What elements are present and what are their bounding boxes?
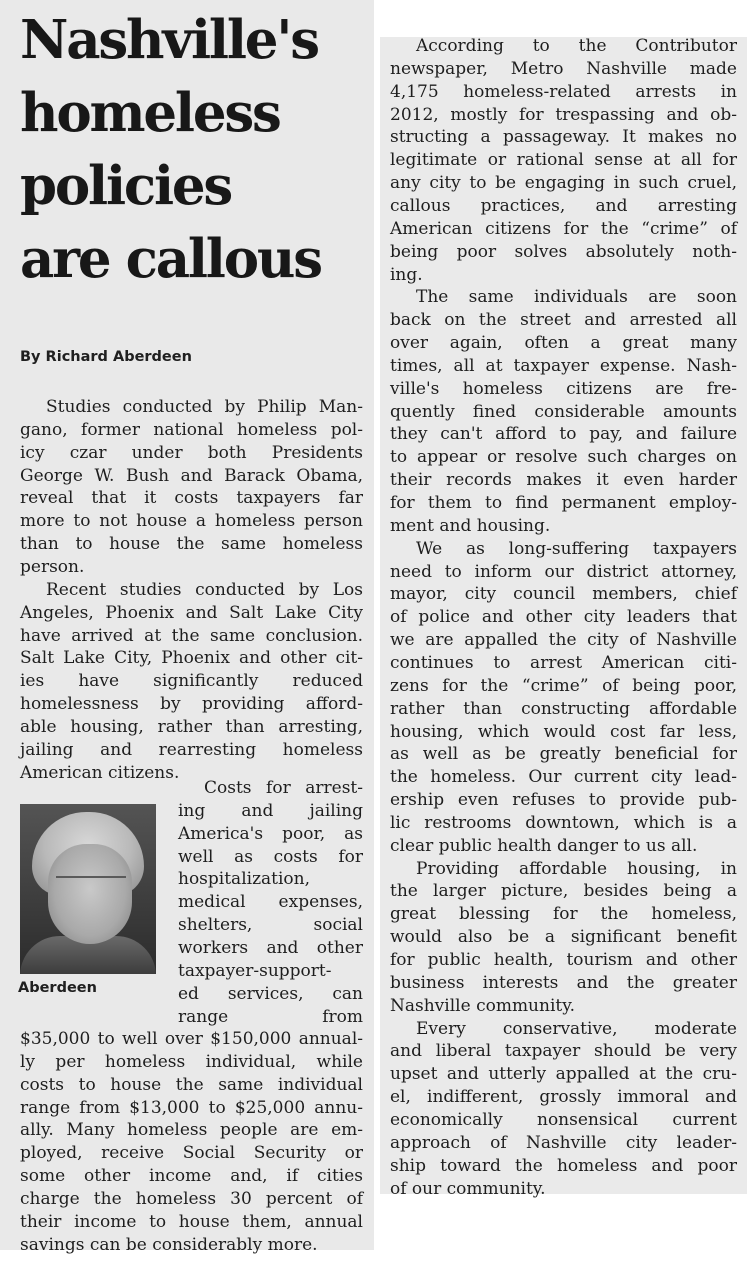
article-line: ly per homeless individual, while (20, 1051, 363, 1072)
article-line: business interests and the greater (390, 972, 737, 993)
article-line: 4,175 homeless-related arrests in (390, 81, 737, 102)
article-line: range from $13,000 to $25,000 annu- (20, 1097, 363, 1118)
article-line: ployed, receive Social Security or (20, 1143, 363, 1164)
article-line: ing and jailing (178, 800, 363, 821)
article-line: American citizens. (20, 762, 180, 783)
article-line: Nashville community. (390, 995, 575, 1016)
article-line: Every conservative, moderate (416, 1018, 737, 1039)
article-line: the larger picture, besides being a (390, 881, 737, 902)
article-line: able housing, rather than arresting, (20, 716, 363, 737)
article-line: ing. (390, 264, 423, 285)
article-line: The same individuals are soon (416, 287, 737, 308)
article-line: homelessness by providing afford- (20, 694, 363, 715)
article-line: the homeless. Our current city lead- (390, 767, 737, 788)
article-line: workers and other (178, 937, 363, 958)
article-line: more to not house a homeless person (20, 511, 363, 532)
article-line: would also be a significant benefit (390, 927, 737, 948)
article-line: ship toward the homeless and poor (390, 1155, 737, 1176)
article-line: ally. Many homeless people are em- (20, 1120, 363, 1141)
article-line: approach of Nashville city leader- (390, 1132, 737, 1153)
article-line: clear public health danger to us all. (390, 835, 698, 856)
article-line: ment and housing. (390, 515, 551, 536)
article-line: continues to arrest American citi- (390, 652, 737, 673)
article-line: housing, which would cost far less, (390, 721, 737, 742)
headline-line: are callous (20, 228, 321, 290)
article-line: their records makes it even harder (390, 470, 737, 491)
article-line: times, all at taxpayer expense. Nash- (390, 355, 737, 376)
article-line: upset and utterly appalled at the cru- (390, 1064, 737, 1085)
article-line: person. (20, 556, 85, 577)
article-line: Angeles, Phoenix and Salt Lake City (20, 602, 363, 623)
headline-line: policies (20, 155, 232, 217)
article-line: mayor, city council members, chief (390, 584, 737, 605)
article-line: costs to house the same individual (20, 1074, 363, 1095)
article-line: Salt Lake City, Phoenix and other cit- (20, 648, 363, 669)
article-line: ed services, can (178, 983, 363, 1004)
article-line: medical expenses, (178, 892, 363, 913)
article-line: charge the homeless 30 percent of (20, 1188, 363, 1209)
article-line: economically nonsensical current (390, 1109, 737, 1130)
article-line: George W. Bush and Barack Obama, (20, 465, 363, 486)
article-line: reveal that it costs taxpayers far (20, 488, 363, 509)
article-line: zens for the “crime” of being poor, (390, 675, 737, 696)
article-line: than to house the same homeless (20, 534, 363, 555)
article-line: over again, often a great many (390, 333, 737, 354)
article-line: of police and other city leaders that (390, 607, 737, 628)
article-line: Providing affordable housing, in (416, 858, 737, 879)
author-photo (20, 804, 156, 974)
article-line: back on the street and arrested all (390, 310, 737, 331)
article-line: of our community. (390, 1178, 546, 1199)
article-line: well as costs for (178, 846, 363, 867)
article-line: Recent studies conducted by Los (46, 579, 363, 600)
article-line: hospitalization, (178, 869, 311, 890)
article-line: rather than constructing affordable (390, 698, 737, 719)
headline-line: homeless (20, 82, 280, 144)
article-line: American citizens for the “crime” of (390, 218, 737, 239)
article-line: we are appalled the city of Nashville (390, 630, 737, 651)
article-line: some other income and, if cities (20, 1166, 363, 1187)
article-line: have arrived at the same conclusion. (20, 625, 363, 646)
article-line: taxpayer-support- (178, 960, 332, 981)
article-line: structing a passageway. It makes no (390, 127, 737, 148)
article-line: legitimate or rational sense at all for (390, 150, 737, 171)
article-line: icy czar under both Presidents (20, 442, 363, 463)
article-line: ville's homeless citizens are fre- (390, 378, 737, 399)
article-line: quently fined considerable amounts (390, 401, 737, 422)
article-line: el, indifferent, grossly immoral and (390, 1087, 737, 1108)
article-line: According to the Contributor (416, 36, 737, 56)
article-line: they can't afford to pay, and failure (390, 424, 737, 445)
article-line: their income to house them, annual (20, 1211, 363, 1232)
article-line: for them to find permanent employ- (390, 493, 737, 513)
article-line: great blessing for the homeless, (390, 904, 737, 925)
article-line: America's poor, as (178, 823, 363, 844)
article-line: as well as be greatly beneficial for (390, 744, 737, 765)
article-line: jailing and rearresting homeless (20, 739, 363, 760)
article-line: newspaper, Metro Nashville made (390, 58, 737, 79)
article-line: and liberal taxpayer should be very (390, 1041, 737, 1062)
article-line: Studies conducted by Philip Man- (46, 397, 363, 417)
article-line: Costs for arrest- (204, 778, 363, 798)
article-line: ies have significantly reduced (20, 671, 363, 692)
article-line: savings can be considerably more. (20, 1234, 318, 1255)
article-line: any city to be engaging in such cruel, (390, 173, 737, 194)
article-line: to appear or resolve such charges on (390, 447, 737, 468)
byline: By Richard Aberdeen (20, 349, 192, 365)
headline (20, 4, 365, 296)
article-line: range from (178, 1006, 363, 1027)
article-line: being poor solves absolutely noth- (390, 241, 737, 262)
article-line: lic restrooms downtown, which is a (390, 812, 737, 833)
article-line: 2012, mostly for trespassing and ob- (390, 104, 737, 125)
article-line: need to inform our district attorney, (390, 561, 737, 582)
article-line: We as long-suffering taxpayers (416, 538, 737, 559)
headline-line: Nashville's (20, 9, 318, 71)
photo-caption: Aberdeen (18, 980, 97, 996)
article-line: for public health, tourism and other (390, 950, 737, 970)
article-line: shelters, social (178, 915, 363, 936)
article-line: callous practices, and arresting (390, 195, 737, 216)
article-line: ership even refuses to provide pub- (390, 790, 737, 811)
article-line: gano, former national homeless pol- (20, 419, 363, 440)
article-line: $35,000 to well over $150,000 annual- (20, 1029, 363, 1049)
